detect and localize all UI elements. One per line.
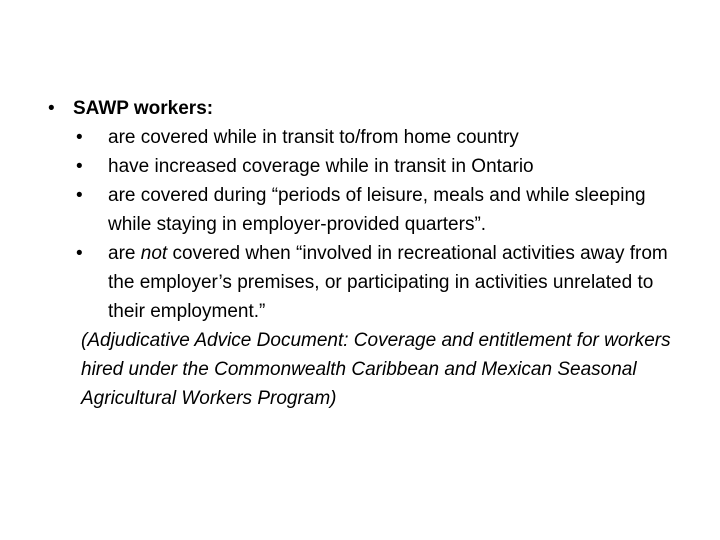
list-item (73, 181, 688, 239)
list-item-text: are covered while in transit to/from home country (108, 127, 519, 148)
list-item-text-tail: covered when “involved in recreational activities away from the employer’s premises, or participating in activities unrelated to their employment.” (108, 243, 668, 322)
bullet-icon: • (76, 127, 83, 148)
bullet-icon: • (76, 243, 83, 264)
list-item (73, 239, 688, 326)
list-item (73, 123, 688, 152)
emphasis-not: not (140, 243, 168, 264)
list-item (73, 152, 688, 181)
source-citation: (Adjudicative Advice Document: Coverage and entitlement for workers hired under the Commonwealth Caribbean and Mexican Seasonal Agricultural Workers Program) (81, 330, 671, 409)
list-item-text: have increased coverage while in transit in Ontario (108, 156, 534, 177)
list-item-text: are covered during “periods of leisure, meals and while sleeping while staying in employer-provided quarters”. (108, 185, 646, 235)
sub-bullet-list (73, 123, 688, 326)
slide-heading: SAWP workers: (73, 98, 214, 119)
bullet-icon: • (76, 185, 83, 206)
slide-content (48, 94, 688, 413)
bullet-icon: • (76, 156, 83, 177)
list-item-text-lead: are (108, 243, 141, 264)
heading-bullet (48, 94, 688, 413)
bullet-icon: • (48, 98, 55, 119)
